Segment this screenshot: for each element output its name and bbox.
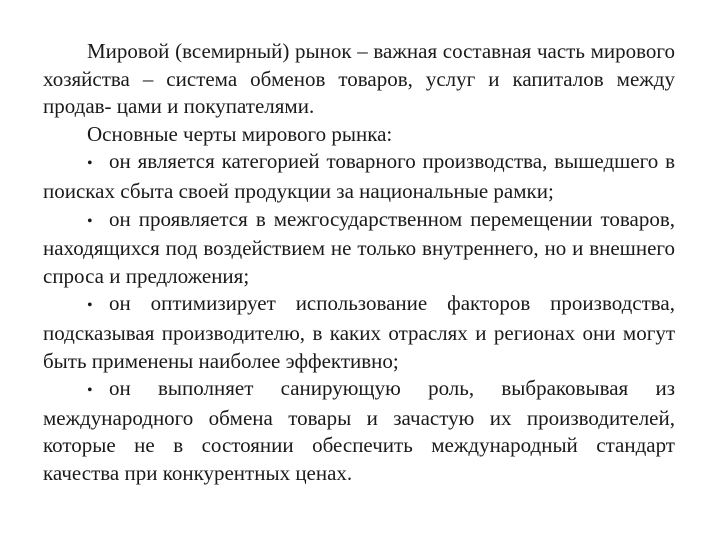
bullet-icon: •	[87, 155, 93, 173]
list-item-text: он выполняет санирующую роль, выбраковывая из международного обмена товары и зачастую их производителей, которые не в состоянии обеспечить международный стандарт качества при конкурентных ценах.	[43, 376, 675, 485]
list-item-text: он оптимизирует использование факторов производства, подсказывая производителю, в каких отраслях и регионах они могут быть применены наиболее эффективно;	[43, 291, 675, 373]
bullet-icon: •	[87, 297, 93, 315]
list-item	[43, 148, 675, 205]
document-page	[43, 38, 675, 488]
list-item	[43, 375, 675, 487]
list-item-text: он является категорией товарного производства, вышедшего в поисках сбыта своей продукции за национальные рамки;	[43, 149, 675, 203]
list-item	[43, 206, 675, 291]
intro-paragraph: Мировой (всемирный) рынок – важная составная часть мирового хозяйства – система обменов товаров, услуг и капиталов между продав- цами и покупателями.	[43, 39, 675, 119]
features-list	[43, 148, 675, 487]
list-item-text: он проявляется в межгосударственном перемещении товаров, находящихся под воздействием не только внутреннего, но и внешнего спроса и предложения;	[43, 206, 675, 288]
bullet-icon: •	[87, 212, 93, 230]
bullet-icon: •	[87, 382, 93, 400]
section-heading: Основные черты мирового рынка:	[87, 121, 393, 146]
list-item	[43, 290, 675, 375]
